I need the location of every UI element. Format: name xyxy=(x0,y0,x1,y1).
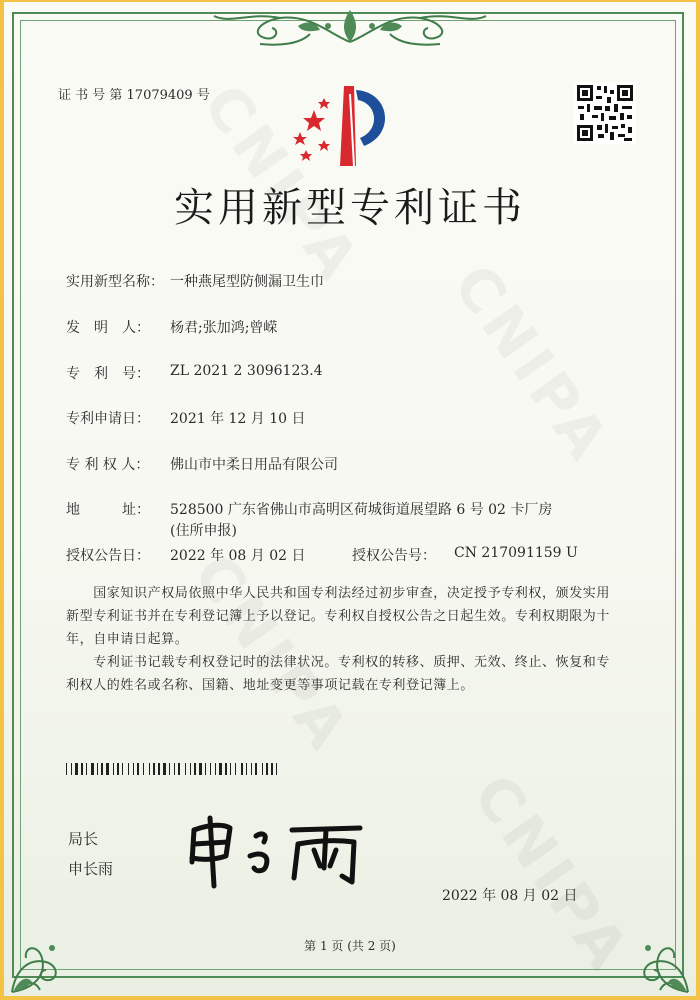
director-title: 局长 xyxy=(68,830,99,848)
barcode-bar xyxy=(255,763,257,775)
paragraph-1-line-2: 新型专利证书并在专利登记簿上予以登记。专利权自授权公告之日起生效。专利权期限为十 xyxy=(66,609,611,624)
grant-date-label: 授权公告日： xyxy=(66,548,150,564)
paragraph-2-line-2: 利权人的姓名或名称、国籍、地址变更等事项记载在专利登记簿上。 xyxy=(66,678,475,693)
grant-date-value: 2022 年 08 月 02 日 xyxy=(170,548,306,564)
barcode-bar xyxy=(230,763,231,775)
paragraph-1-line-3: 年，自申请日起算。 xyxy=(66,632,189,647)
certificate-number: 证 书 号 第 17079409 号 xyxy=(58,88,210,103)
barcode-bar xyxy=(137,763,139,775)
paragraph-2-line-1: 专利证书记载专利权登记时的法律状况。专利权的转移、质押、无效、终止、恢复和专 xyxy=(66,655,611,670)
barcode-bar xyxy=(75,763,78,775)
barcode-bar xyxy=(71,763,72,775)
barcode-bar xyxy=(235,763,236,775)
barcode-bar xyxy=(241,763,243,775)
filing-date-value: 2021 年 12 月 10 日 xyxy=(170,411,306,427)
barcode-bar xyxy=(122,763,123,775)
barcode-bar xyxy=(215,763,216,775)
barcode-bar xyxy=(106,763,109,775)
paragraph-1-line-1: 国家知识产权局依照中华人民共和国专利法经过初步审查，决定授予专利权，颁发实用 xyxy=(66,586,611,601)
filing-date-label: 专利申请日： xyxy=(66,411,150,427)
barcode-bar xyxy=(205,763,206,775)
barcode-bar xyxy=(163,763,166,775)
address-note: (住所申报) xyxy=(170,523,237,539)
barcode-bar xyxy=(97,763,98,775)
barcode-bar xyxy=(81,763,83,775)
barcode-bar xyxy=(153,763,155,775)
page-indicator: 第 1 页 (共 2 页) xyxy=(304,939,396,953)
address-value: 528500 广东省佛山市高明区荷城街道展望路 6 号 02 卡厂房 xyxy=(170,502,553,518)
barcode-bar xyxy=(219,763,222,775)
patent-number-value: ZL 2021 2 3096123.4 xyxy=(170,363,323,379)
barcode-bar xyxy=(86,763,87,775)
corner-ornament-bottom-right xyxy=(614,918,694,998)
barcode-bar xyxy=(169,763,170,775)
grant-number-value: CN 217091159 U xyxy=(454,545,578,561)
patentee-label: 专 利 权 人： xyxy=(66,457,150,473)
grant-number-label: 授权公告号： xyxy=(352,548,436,564)
barcode-bar xyxy=(117,763,119,775)
barcode-strip xyxy=(66,763,322,775)
barcode-bar xyxy=(66,763,67,775)
patentee-value: 佛山市中柔日用品有限公司 xyxy=(170,457,338,473)
handwritten-signature xyxy=(180,812,370,892)
barcode-bar xyxy=(149,763,150,775)
inventor-value: 杨君;张加鸿;曾嵘 xyxy=(170,320,278,336)
barcode-bar xyxy=(91,763,94,775)
barcode-bar xyxy=(101,763,103,775)
corner-ornament-bottom-left xyxy=(6,918,86,998)
barcode-bar xyxy=(133,763,134,775)
barcode-bar xyxy=(210,763,211,775)
issue-date: 2022 年 08 月 02 日 xyxy=(442,888,578,904)
barcode-bar xyxy=(174,763,175,775)
barcode-bar xyxy=(113,763,114,775)
barcode-bar xyxy=(276,763,277,775)
barcode-bar xyxy=(158,763,160,775)
cnipa-logo-icon xyxy=(284,82,404,172)
barcode-bar xyxy=(190,763,191,775)
barcode-bar xyxy=(251,763,252,775)
barcode-bar xyxy=(178,763,180,775)
barcode-bar xyxy=(194,763,196,775)
barcode-bar xyxy=(246,763,247,775)
patent-name-label: 实用新型名称： xyxy=(66,274,164,290)
barcode-bar xyxy=(262,763,263,775)
top-ornament xyxy=(210,4,490,48)
inventor-label: 发 明 人： xyxy=(66,320,150,336)
certificate-title: 实用新型专利证书 xyxy=(174,185,526,231)
barcode-bar xyxy=(271,763,273,775)
barcode-bar xyxy=(266,763,268,775)
barcode-bar xyxy=(185,763,186,775)
barcode-bar xyxy=(225,763,227,775)
director-name: 申长雨 xyxy=(68,860,114,878)
qr-code-icon xyxy=(574,82,636,144)
patent-name-value: 一种燕尾型防侧漏卫生巾 xyxy=(170,274,324,290)
barcode-bar xyxy=(128,763,129,775)
patent-number-label: 专 利 号： xyxy=(66,366,150,382)
address-label: 地 址： xyxy=(66,502,150,518)
barcode-bar xyxy=(143,763,144,775)
barcode-bar xyxy=(199,763,202,775)
